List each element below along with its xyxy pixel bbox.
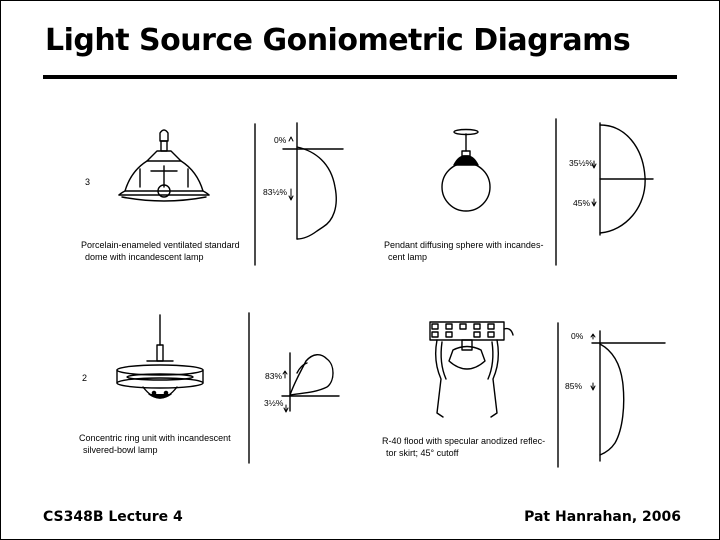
caption-line: R-40 flood with specular anodized reflec-	[382, 436, 546, 446]
percent-arrow-marks	[283, 137, 596, 412]
percent-label-lower: 85%	[565, 381, 583, 391]
goniometric-curve-flood	[592, 331, 665, 461]
percent-label-upper: 0%	[571, 331, 584, 341]
goniometric-curve-dome	[283, 123, 343, 239]
caption-line: dome with incandescent lamp	[85, 252, 204, 262]
ring-lamp-illustration	[117, 315, 203, 398]
caption-line: silvered-bowl lamp	[83, 445, 158, 455]
caption-ring-lamp	[79, 432, 231, 456]
caption-line: tor skirt; 45° cutoff	[386, 448, 459, 458]
percent-label-upper: 0%	[274, 135, 287, 145]
goniometric-curve-ring	[282, 353, 339, 411]
caption-line: Pendant diffusing sphere with incandes-	[384, 240, 544, 250]
panel-number: 3	[85, 177, 91, 187]
percent-label-lower: 83½%	[263, 187, 288, 197]
goniometric-curve-sphere	[600, 123, 653, 235]
percent-label-upper: 83%	[265, 371, 283, 381]
dome-lamp-illustration	[119, 130, 209, 201]
caption-dome-lamp	[81, 239, 240, 263]
sphere-lamp-illustration	[442, 130, 490, 212]
footer-author: Pat Hanrahan, 2006	[524, 509, 681, 525]
caption-line: Porcelain-enameled ventilated standard	[81, 240, 240, 250]
slide-title: Light Source Goniometric Diagrams	[45, 23, 631, 58]
footer-course: CS348B Lecture 4	[43, 509, 183, 525]
percent-label-upper: 35½%	[569, 158, 594, 168]
panel-number: 2	[82, 373, 88, 383]
caption-sphere-lamp	[384, 239, 543, 263]
percent-label-lower: 45%	[573, 198, 591, 208]
caption-flood-lamp	[382, 435, 545, 459]
diagram-artwork	[1, 1, 719, 539]
caption-line: cent lamp	[388, 252, 428, 262]
flood-lamp-illustration	[430, 322, 513, 417]
caption-line: Concentric ring unit with incandescent	[79, 433, 231, 443]
percent-label-lower: 3½%	[264, 398, 284, 408]
